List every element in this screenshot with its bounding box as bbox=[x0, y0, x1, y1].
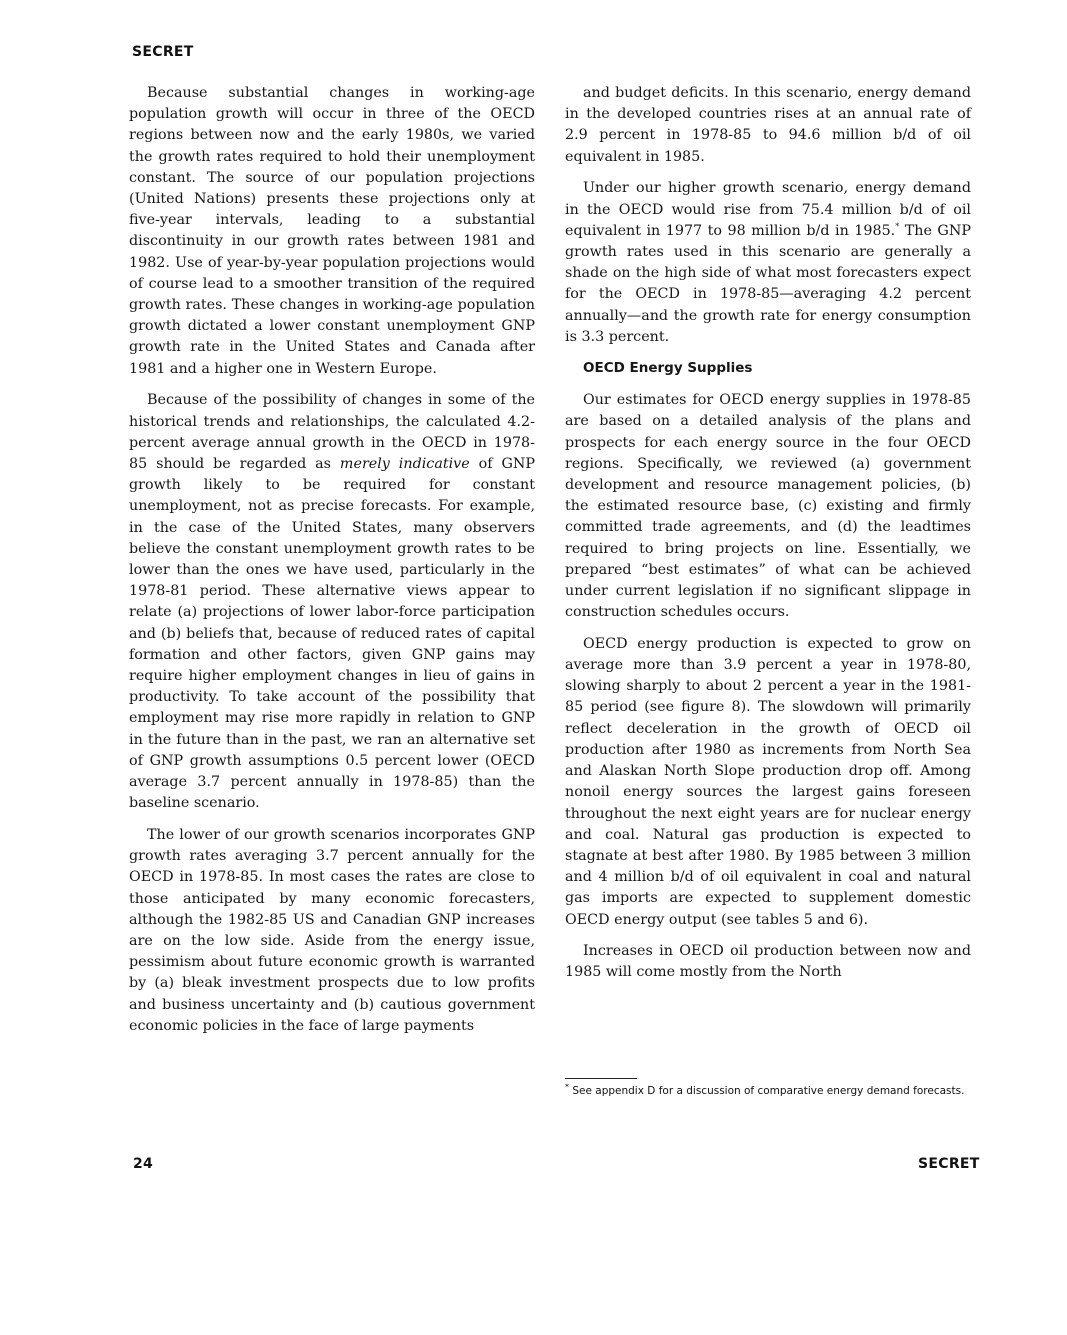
paragraph: Because substantial changes in working-age population growth will occur in three of the OECD regions between now and the early 1980s, we varied the growth rates required to hold their unemployment constant. The source of our population projections (United Nations) presents these projections only at five-year intervals, leading to a substantial discontinuity in our growth rates between 1981 and 1982. Use of year-by-year population projections would of course lead to a smoother transition of the required growth rates. These changes in working-age population growth dictated a lower constant unemployment GNP growth rate in the United States and Canada after 1981 and a higher one in Western Europe. bbox=[129, 85, 535, 377]
paragraph-text: Under our higher growth scenario, energy demand in the OECD would rise from 75.4 million b/d of oil equivalent in 1977 to 98 million b/d in 1985. bbox=[565, 180, 971, 239]
italic-phrase: merely indicative bbox=[339, 455, 470, 472]
paragraph: Our estimates for OECD energy supplies in 1978-85 are based on a detailed analysis of the plans and prospects for each energy source in the four OECD regions. Specifically, we reviewed (a) government development and resource management policies, (b) the estimated resource base, (c) existing and firmly committed trade agreements, and (d) the leadtimes required to bring projects on line. Essentially, we prepared “best estimates” of what can be achieved under current legislation if no significant slippage in construction schedules occurs. bbox=[565, 392, 971, 621]
paragraph bbox=[129, 390, 535, 814]
footnote-rule bbox=[565, 1078, 637, 1079]
page-number: 24 bbox=[133, 1156, 154, 1172]
paragraph bbox=[565, 178, 971, 348]
footer-classification: SECRET bbox=[918, 1156, 980, 1172]
right-column bbox=[565, 83, 971, 994]
section-heading: OECD Energy Supplies bbox=[583, 360, 753, 377]
paragraph-text: of GNP growth likely to be required for constant unemployment, not as precise forecasts. For example, in the case of the United States, many observers believe the constant unemployment growth rates to be lower than the ones we have used, particularly in the 1978-81 period. These alternative views appear to relate (a) projections of lower labor-force participation and (b) beliefs that, because of reduced rates of capital formation and other factors, given GNP gains may require higher employment changes in lieu of gains in productivity. To take account of the possibility that employment may rise more rapidly in relation to GNP in the future than in the past, we ran an alternative set of GNP growth assumptions 0.5 percent lower (OECD average 3.7 percent annually in 1978-85) than the baseline scenario. bbox=[129, 455, 535, 812]
paragraph: and budget deficits. In this scenario, energy demand in the developed countries rises at an annual rate of 2.9 percent in 1978-85 to 94.6 million b/d of oil equivalent in 1985. bbox=[565, 85, 971, 165]
paragraph-text: The GNP growth rates used in this scenario are generally a shade on the high side of what most forecasters expect for the OECD in 1978-85—averaging 4.2 percent annually—and the growth rate for energy consumption is 3.3 percent. bbox=[565, 222, 971, 345]
paragraph: The lower of our growth scenarios incorporates GNP growth rates averaging 3.7 percent annually for the OECD in 1978-85. In most cases the rates are close to those anticipated by many economic forecasters, although the 1982-85 US and Canadian GNP increases are on the low side. Aside from the energy issue, pessimism about future economic growth is warranted by (a) bleak investment prospects due to low profits and business uncertainty and (b) cautious government economic policies in the face of large payments bbox=[129, 826, 535, 1034]
left-column bbox=[129, 83, 535, 1047]
paragraph: Increases in OECD oil production between now and 1985 will come mostly from the North bbox=[565, 943, 971, 981]
footnote bbox=[565, 1084, 973, 1099]
paragraph-text: Because of the possibility of changes in some of the historical trends and relationships, the calculated 4.2-percent average annual growth in the OECD in 1978-85 should be regarded as bbox=[129, 392, 535, 472]
header-classification: SECRET bbox=[132, 44, 194, 60]
footnote-mark: * bbox=[565, 1082, 569, 1092]
footnote-text: See appendix D for a discussion of comparative energy demand forecasts. bbox=[569, 1085, 965, 1097]
paragraph: OECD energy production is expected to grow on average more than 3.9 percent a year in 1978-80, slowing sharply to about 2 percent a year in the 1981-85 period (see figure 8). The slowdown will primarily reflect deceleration in the growth of OECD oil production after 1980 as increments from North Sea and Alaskan North Slope production drop off. Among nonoil energy sources the largest gains foreseen throughout the next eight years are for nuclear energy and coal. Natural gas production is expected to stagnate at best after 1980. By 1985 between 3 million and 4 million b/d of oil equivalent in coal and natural gas imports are expected to supplement domestic OECD energy output (see tables 5 and 6). bbox=[565, 635, 971, 928]
footnote-reference: * bbox=[895, 221, 900, 231]
